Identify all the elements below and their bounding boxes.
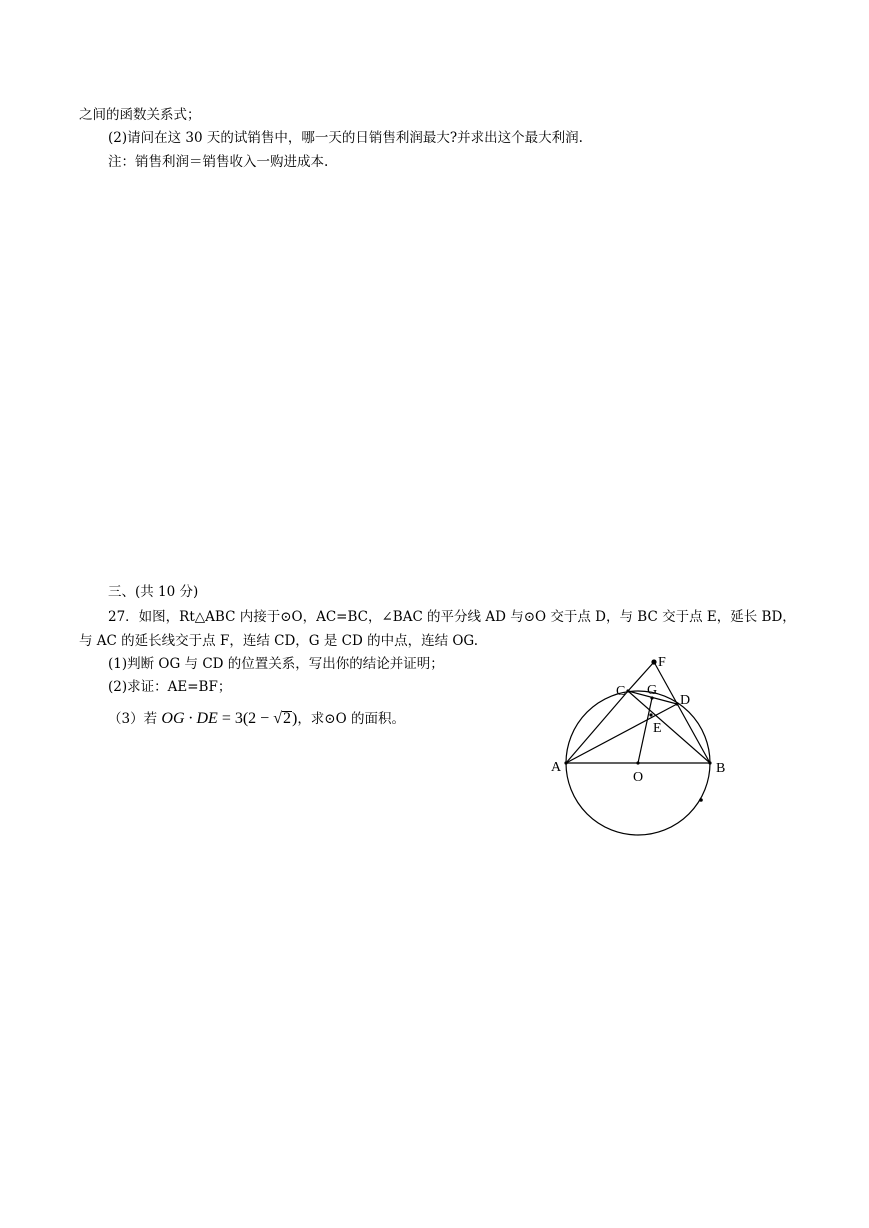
part-3-suffix: ，求⊙O 的面积。 <box>297 711 405 727</box>
point-a-dot <box>564 761 567 764</box>
point-c-dot <box>626 689 629 692</box>
point-f-dot <box>651 659 656 664</box>
section-heading: 三、(共 10 分) <box>108 584 199 600</box>
segment-og <box>638 698 652 763</box>
part-3-prefix: （3）若 <box>108 711 158 727</box>
text-line-note: 注：销售利润＝销售收入一购进成本. <box>108 154 329 170</box>
point-e-dot <box>649 713 652 716</box>
label-b: B <box>716 761 726 776</box>
label-f: F <box>658 655 666 670</box>
question-27-line-2: 与 AC 的延长线交于点 F，连结 CD，G 是 CD 的中点，连结 OG. <box>79 633 479 649</box>
text-line-1: 之间的函数关系式； <box>79 107 201 123</box>
segment-fb <box>654 662 710 763</box>
sqrt-sign: √ <box>273 710 282 727</box>
label-c: C <box>616 684 626 699</box>
point-d-dot <box>675 702 678 705</box>
question-27-line-1: 27．如图，Rt△ABC 内接于⊙O，AC=BC，∠BAC 的平分线 AD 与⊙O 交于点 D，与 BC 交于点 E，延长 BD， <box>108 609 796 625</box>
label-e: E <box>653 721 662 736</box>
text-line-2: (2)请问在这 30 天的试销售中，哪一天的日销售利润最大?并求出这个最大利润. <box>108 130 583 146</box>
formula-lhs: OG · DE <box>161 710 218 727</box>
stray-dot <box>699 798 703 802</box>
label-d: D <box>680 693 691 708</box>
label-g: G <box>647 683 658 698</box>
formula-close: ) <box>291 710 298 727</box>
point-o-dot <box>636 761 639 764</box>
label-o: O <box>633 770 644 785</box>
formula-radicand: 2 <box>282 710 291 727</box>
label-a: A <box>551 760 562 775</box>
formula-eq: = 3(2 − <box>217 710 274 727</box>
point-b-dot <box>708 761 711 764</box>
question-27-part-1: (1)判断 OG 与 CD 的位置关系，写出你的结论并证明； <box>108 656 444 672</box>
question-27-part-2: (2)求证：AE=BF； <box>108 679 232 695</box>
